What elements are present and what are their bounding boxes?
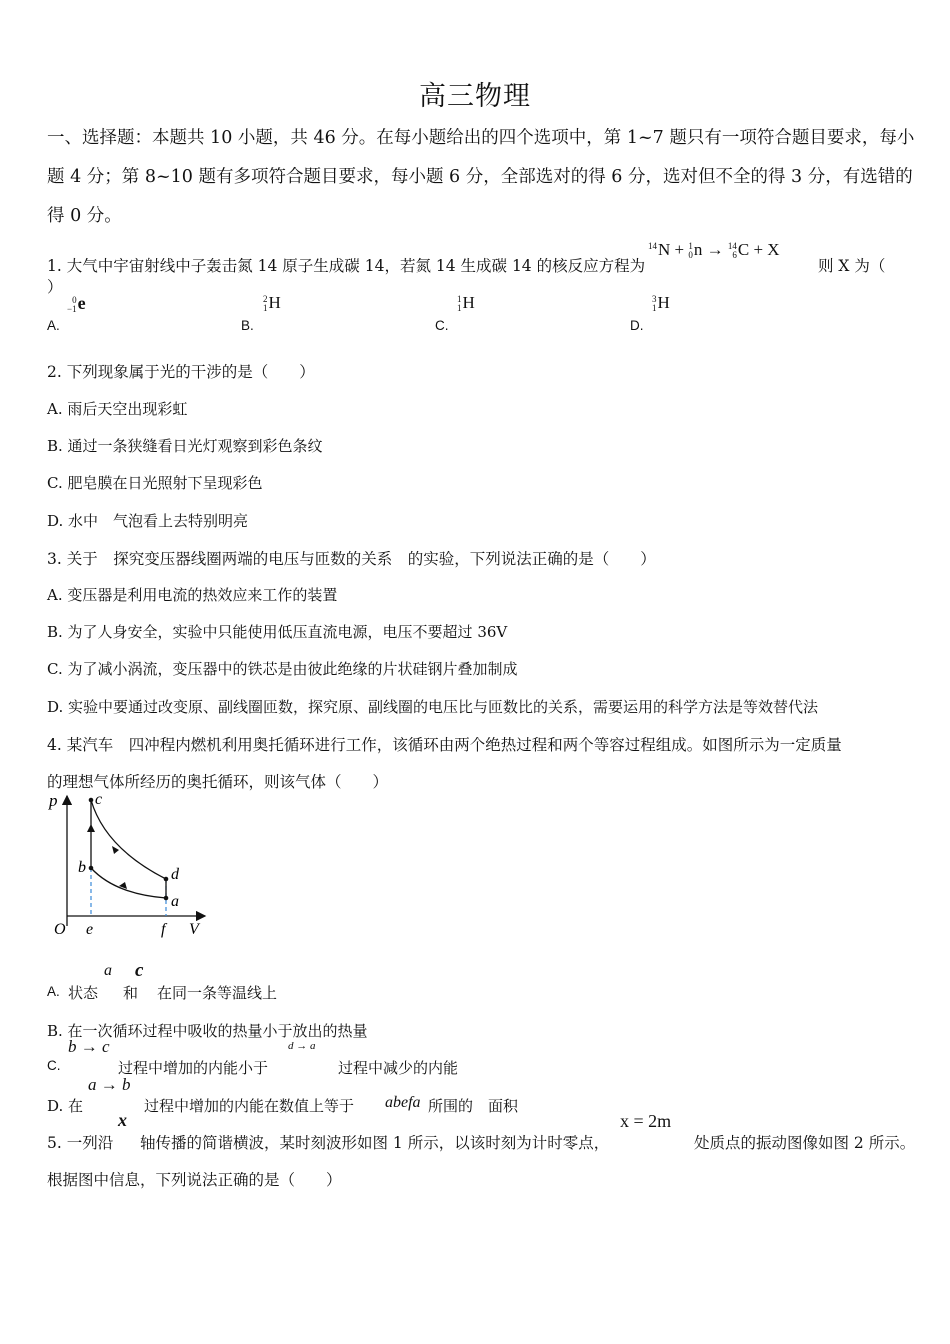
q1-option-c-nuclide: 1 1H	[457, 293, 475, 314]
q4-option-a-label: A.	[47, 984, 60, 999]
q5-stem-c: 处质点的振动图像如图 2 所示。	[694, 1134, 916, 1152]
q1-option-b-nuclide: 2 1H	[263, 293, 281, 314]
q1-option-d-nuclide: 3 1H	[652, 293, 670, 314]
q4-option-d-area: abefa	[385, 1094, 421, 1111]
arrow-b-c	[87, 824, 95, 832]
q1-equation: 14 N + 1 0n → 14 6C + X	[648, 240, 780, 261]
q3-option-d: D. 实验中要通过改变原、副线圈匝数，探究原、副线圈的电压比与匝数比的关系，需要运用的科学方法是等效替代法	[47, 698, 819, 716]
q4-option-c-text2: 过程中减少的内能	[338, 1059, 459, 1077]
q4-option-a-state-a: a	[104, 962, 112, 979]
q3-option-c: C. 为了减小涡流，变压器中的铁芯是由彼此绝缘的片状硅钢片叠加制成	[47, 660, 518, 678]
q3-option-b: B. 为了人身安全，实验中只能使用低压直流电源，电压不要超过 36V	[47, 623, 508, 641]
q1-stem: 1. 大气中宇宙射线中子轰击氮 14 原子生成碳 14，若氮 14 生成碳 14 的核反应方程为	[47, 257, 646, 275]
q4-option-d-text2: 所围的 面积	[428, 1097, 519, 1115]
q5-stem-line2: 根据图中信息，下列说法正确的是（ ）	[47, 1171, 342, 1189]
q4-option-d-process-ab: a → b	[88, 1075, 131, 1094]
q2-option-c: C. 肥皂膜在日光照射下呈现彩色	[47, 474, 263, 492]
label-f: f	[161, 921, 166, 938]
q4-option-c-text1: 过程中增加的内能小于	[118, 1059, 269, 1077]
q5-var-x: x	[118, 1110, 127, 1130]
q4-option-c-process-bc: b → c	[68, 1037, 110, 1056]
point-c	[89, 798, 94, 803]
q4-option-d-label: D. 在	[47, 1097, 84, 1115]
otto-cycle-diagram	[45, 788, 215, 940]
q1-stem-end: 则 X 为（	[818, 257, 886, 275]
q4-option-a-text2: 和	[123, 984, 139, 1002]
label-d: d	[171, 866, 179, 883]
q5-stem-a: 5. 一列沿	[47, 1134, 114, 1152]
q4-option-c-process-da: d → a	[288, 1040, 316, 1052]
arrow-c-d	[112, 846, 119, 854]
q3-stem: 3. 关于 探究变压器线圈两端的电压与匝数的关系 的实验，下列说法正确的是（ ）	[47, 550, 656, 568]
label-v: V	[189, 921, 199, 938]
q1-option-c-label: C.	[435, 318, 449, 333]
point-d	[164, 877, 169, 882]
q2-option-a: A. 雨后天空出现彩虹	[47, 400, 188, 418]
q2-option-d: D. 水中 气泡看上去特别明亮	[47, 512, 249, 530]
q1-option-b-label: B.	[241, 318, 254, 333]
q5-position-eq: x = 2m	[620, 1111, 672, 1131]
label-p: p	[49, 791, 58, 810]
q4-option-a-text3: 在同一条等温线上	[157, 984, 278, 1002]
path-c-d	[91, 800, 166, 879]
point-a	[164, 896, 169, 901]
label-a: a	[171, 893, 179, 910]
q4-stem-line2: 的理想气体所经历的奥托循环，则该气体（ ）	[47, 773, 389, 791]
q1-option-a-nuclide: 0 −1e	[67, 293, 86, 315]
label-b: b	[78, 859, 86, 876]
label-o: O	[54, 921, 66, 938]
q4-option-d-text1: 过程中增加的内能在数值上等于	[144, 1097, 355, 1115]
section-intro: 一、选择题：本题共 10 小题，共 46 分。在每小题给出的四个选项中，第 1~7 题只有一项符合题目要求，每小题 4 分；第 8~10 题有多项符合题目要求，每小题 6 分，全部选对的得 6 分，选对但不全的得 3 分，有选错的得 0 分。	[47, 128, 915, 226]
q1-option-a-label: A.	[47, 318, 60, 333]
page-title: 高三物理	[419, 81, 531, 112]
q4-option-a-state-c: c	[135, 960, 144, 981]
q4-option-a-text1: 状态	[68, 984, 99, 1002]
q1-stem-close: ）	[47, 278, 63, 296]
q4-stem-line1: 4. 某汽车 四冲程内燃机利用奥托循环进行工作，该循环由两个绝热过程和两个等容过程组成。如图所示为一定质量	[47, 736, 842, 754]
label-c: c	[95, 791, 103, 808]
q2-option-b: B. 通过一条狭缝看日光灯观察到彩色条纹	[47, 437, 323, 455]
q5-stem-b: 轴传播的简谐横波，某时刻波形如图 1 所示，以该时刻为计时零点，	[140, 1134, 610, 1152]
label-e: e	[86, 921, 94, 938]
q1-option-d-label: D.	[630, 318, 644, 333]
q4-option-c-label: C.	[47, 1058, 61, 1073]
q3-option-a: A. 变压器是利用电流的热效应来工作的装置	[47, 586, 338, 604]
q2-stem: 2. 下列现象属于光的干涉的是（ ）	[47, 363, 315, 381]
q4-option-b: B. 在一次循环过程中吸收的热量小于放出的热量	[47, 1022, 368, 1040]
point-b	[89, 866, 94, 871]
